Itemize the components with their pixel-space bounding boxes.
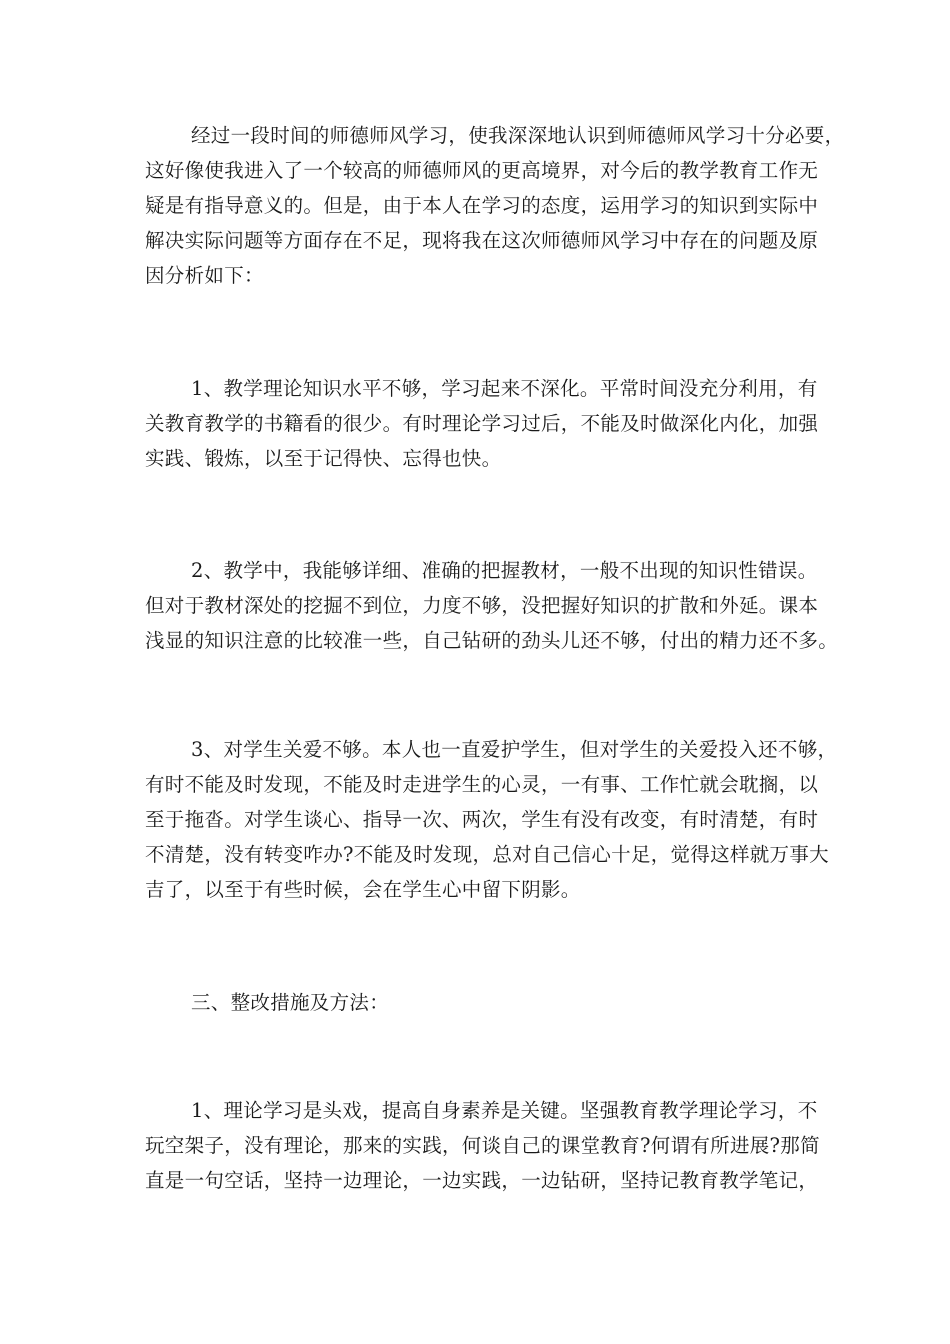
text-line: 这好像使我进入了一个较高的师德师风的更高境界，对今后的教学教育工作无	[145, 159, 819, 182]
problem-3-paragraph	[145, 732, 838, 907]
text-line: 但对于教材深处的挖掘不到位，力度不够，没把握好知识的扩散和外延。课本	[145, 594, 819, 617]
text-line: 经过一段时间的师德师风学习，使我深深地认识到师德师风学习十分必要，	[191, 124, 845, 147]
measure-1-paragraph	[145, 1093, 820, 1198]
text-line: 1、教学理论知识水平不够，学习起来不深化。平常时间没充分利用，有	[191, 377, 818, 400]
text-line: 不清楚，没有转变咋办?不能及时发现，总对自己信心十足，觉得这样就万事大	[145, 843, 829, 866]
problem-1-paragraph	[145, 371, 817, 476]
problem-2-paragraph	[145, 553, 839, 658]
text-line: 关教育教学的书籍看的很少。有时理论学习过后，不能及时做深化内化，加强	[145, 412, 819, 435]
text-line: 解决实际问题等方面存在不足，现将我在这次师德师风学习中存在的问题及原	[145, 229, 819, 252]
section-heading	[145, 985, 817, 1020]
text-line: 吉了，以至于有些时候，会在学生心中留下阴影。	[145, 878, 581, 901]
text-line: 直是一句空话，坚持一边理论，一边实践，一边钻研，坚持记教育教学笔记，	[145, 1169, 819, 1192]
text-line: 3、对学生关爱不够。本人也一直爱护学生，但对学生的关爱投入还不够，	[191, 738, 838, 761]
text-line: 疑是有指导意义的。但是，由于本人在学习的态度，运用学习的知识到实际中	[145, 194, 819, 217]
text-line: 玩空架子，没有理论，那来的实践，何谈自己的课堂教育?何谓有所进展?那简	[145, 1134, 820, 1157]
text-line: 1、理论学习是头戏，提高自身素养是关键。坚强教育教学理论学习，不	[191, 1099, 818, 1122]
section-heading-text: 三、整改措施及方法：	[191, 991, 390, 1014]
text-line: 因分析如下：	[145, 264, 264, 287]
text-line: 实践、锻炼，以至于记得快、忘得也快。	[145, 447, 502, 470]
text-line: 2、教学中，我能够详细、准确的把握教材，一般不出现的知识性错误。	[191, 559, 818, 582]
text-line: 有时不能及时发现，不能及时走进学生的心灵，一有事、工作忙就会耽搁，以	[145, 773, 819, 796]
text-line: 至于拖沓。对学生谈心、指导一次、两次，学生有没有改变，有时清楚，有时	[145, 808, 819, 831]
intro-paragraph	[145, 118, 845, 293]
text-line: 浅显的知识注意的比较准一些，自己钻研的劲头儿还不够，付出的精力还不多。	[145, 629, 839, 652]
